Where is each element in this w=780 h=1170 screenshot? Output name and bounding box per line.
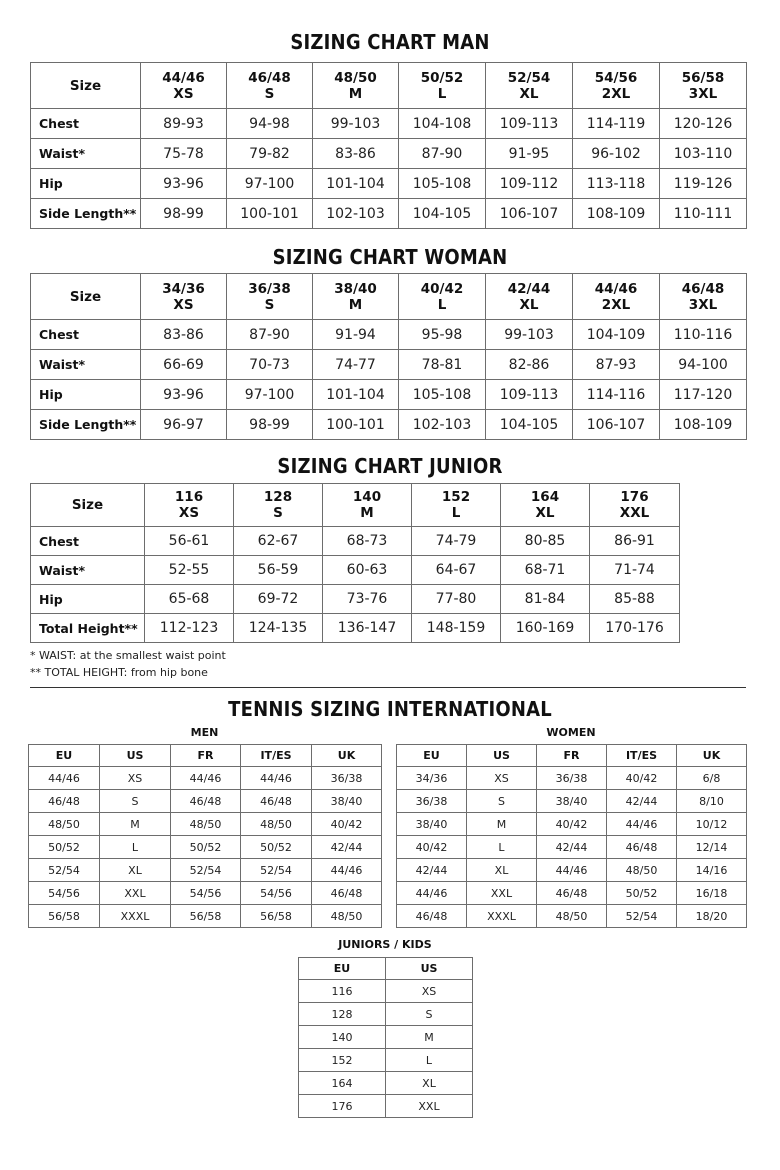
women-international-table xyxy=(396,744,747,928)
size-header-m: 38/40 M xyxy=(313,274,399,320)
size-cell: XXL xyxy=(386,1095,473,1118)
measurement-label: Total Height** xyxy=(31,614,145,643)
size-cell: 46/48 xyxy=(241,790,312,813)
measurement-value: 93-96 xyxy=(141,169,227,199)
measurement-value: 93-96 xyxy=(141,380,227,410)
size-column-header: Size xyxy=(31,63,141,109)
height-footnote: ** TOTAL HEIGHT: from hip bone xyxy=(30,666,208,679)
size-cell: S xyxy=(386,1003,473,1026)
measurement-value: 97-100 xyxy=(227,380,313,410)
section-divider xyxy=(30,687,746,688)
header-row xyxy=(397,745,747,767)
measurement-value: 100-101 xyxy=(227,199,313,229)
size-cell: 54/56 xyxy=(171,882,241,905)
measurement-value: 98-99 xyxy=(141,199,227,229)
measurement-row-chest xyxy=(31,320,747,350)
table-row xyxy=(397,767,747,790)
size-header-2xl: 54/56 2XL xyxy=(573,63,660,109)
size-cell: 52/54 xyxy=(171,859,241,882)
size-cell: 36/38 xyxy=(537,767,607,790)
measurement-value: 75-78 xyxy=(141,139,227,169)
size-cell: 46/48 xyxy=(171,790,241,813)
measurement-value: 104-109 xyxy=(573,320,660,350)
measurement-value: 65-68 xyxy=(145,585,234,614)
column-header-it-es: IT/ES xyxy=(241,745,312,767)
measurement-value: 110-111 xyxy=(660,199,747,229)
size-cell: 38/40 xyxy=(312,790,382,813)
measurement-value: 114-119 xyxy=(573,109,660,139)
measurement-value: 85-88 xyxy=(590,585,680,614)
international-title: TENNIS SIZING INTERNATIONAL xyxy=(228,697,552,721)
size-cell: 42/44 xyxy=(397,859,467,882)
measurement-value: 104-105 xyxy=(399,199,486,229)
kids-international-table xyxy=(298,957,473,1118)
size-cell: 36/38 xyxy=(397,790,467,813)
measurement-value: 56-59 xyxy=(234,556,323,585)
size-cell: 40/42 xyxy=(312,813,382,836)
measurement-row-hip xyxy=(31,380,747,410)
size-cell: XS xyxy=(386,980,473,1003)
size-cell: M xyxy=(467,813,537,836)
measurement-value: 119-126 xyxy=(660,169,747,199)
table-row xyxy=(29,836,382,859)
measurement-value: 86-91 xyxy=(590,527,680,556)
size-cell: 52/54 xyxy=(241,859,312,882)
size-cell: 42/44 xyxy=(312,836,382,859)
size-cell: 44/46 xyxy=(537,859,607,882)
size-cell: XXXL xyxy=(467,905,537,928)
size-cell: 50/52 xyxy=(29,836,100,859)
size-column-header: Size xyxy=(31,274,141,320)
size-cell: 164 xyxy=(299,1072,386,1095)
size-cell: 12/14 xyxy=(677,836,747,859)
table-row xyxy=(397,859,747,882)
size-cell: 46/48 xyxy=(537,882,607,905)
size-cell: XL xyxy=(467,859,537,882)
size-cell: 40/42 xyxy=(537,813,607,836)
measurement-value: 68-71 xyxy=(501,556,590,585)
size-cell: 56/58 xyxy=(171,905,241,928)
size-header-s: 128 S xyxy=(234,484,323,527)
table-row xyxy=(29,882,382,905)
size-cell: 48/50 xyxy=(29,813,100,836)
measurement-value: 95-98 xyxy=(399,320,486,350)
size-cell: XL xyxy=(100,859,171,882)
measurement-value: 102-103 xyxy=(313,199,399,229)
measurement-value: 73-76 xyxy=(323,585,412,614)
size-cell: 48/50 xyxy=(171,813,241,836)
measurement-value: 98-99 xyxy=(227,410,313,440)
waist-footnote: * WAIST: at the smallest waist point xyxy=(30,649,226,662)
size-cell: 44/46 xyxy=(397,882,467,905)
table-row xyxy=(29,859,382,882)
measurement-value: 96-102 xyxy=(573,139,660,169)
measurement-value: 69-72 xyxy=(234,585,323,614)
measurement-value: 64-67 xyxy=(412,556,501,585)
column-header-eu: EU xyxy=(397,745,467,767)
measurement-value: 83-86 xyxy=(313,139,399,169)
table-row xyxy=(299,1003,473,1026)
size-cell: 50/52 xyxy=(171,836,241,859)
measurement-row-chest xyxy=(31,527,680,556)
measurement-value: 87-90 xyxy=(399,139,486,169)
size-header-xl: 164 XL xyxy=(501,484,590,527)
measurement-value: 87-90 xyxy=(227,320,313,350)
header-row xyxy=(29,745,382,767)
measurement-value: 113-118 xyxy=(573,169,660,199)
size-cell: 48/50 xyxy=(607,859,677,882)
size-cell: 140 xyxy=(299,1026,386,1049)
measurement-label: Side Length** xyxy=(31,199,141,229)
table-row xyxy=(299,1095,473,1118)
table-row xyxy=(397,882,747,905)
column-header-uk: UK xyxy=(677,745,747,767)
column-header-eu: EU xyxy=(29,745,100,767)
column-header-eu: EU xyxy=(299,958,386,980)
size-cell: L xyxy=(467,836,537,859)
measurement-label: Waist* xyxy=(31,139,141,169)
size-cell: XS xyxy=(100,767,171,790)
measurement-value: 104-108 xyxy=(399,109,486,139)
size-cell: M xyxy=(100,813,171,836)
size-header-l: 152 L xyxy=(412,484,501,527)
size-cell: XXL xyxy=(467,882,537,905)
measurement-value: 99-103 xyxy=(313,109,399,139)
measurement-value: 68-73 xyxy=(323,527,412,556)
measurement-value: 66-69 xyxy=(141,350,227,380)
size-cell: 48/50 xyxy=(312,905,382,928)
size-cell: 176 xyxy=(299,1095,386,1118)
measurement-value: 99-103 xyxy=(486,320,573,350)
table-row xyxy=(299,980,473,1003)
table-row xyxy=(397,813,747,836)
size-header-xl: 42/44 XL xyxy=(486,274,573,320)
size-column-header: Size xyxy=(31,484,145,527)
measurement-value: 87-93 xyxy=(573,350,660,380)
man-chart-title: SIZING CHART MAN xyxy=(290,30,490,54)
size-cell: 44/46 xyxy=(312,859,382,882)
column-header-it-es: IT/ES xyxy=(607,745,677,767)
measurement-value: 82-86 xyxy=(486,350,573,380)
size-cell: 8/10 xyxy=(677,790,747,813)
size-cell: 116 xyxy=(299,980,386,1003)
measurement-label: Chest xyxy=(31,320,141,350)
size-cell: 42/44 xyxy=(537,836,607,859)
size-header-3xl: 46/48 3XL xyxy=(660,274,747,320)
table-row xyxy=(29,905,382,928)
measurement-value: 170-176 xyxy=(590,614,680,643)
size-header-m: 48/50 M xyxy=(313,63,399,109)
size-cell: 50/52 xyxy=(607,882,677,905)
size-header-3xl: 56/58 3XL xyxy=(660,63,747,109)
measurement-value: 109-113 xyxy=(486,380,573,410)
size-header-2xl: 44/46 2XL xyxy=(573,274,660,320)
size-header-m: 140 M xyxy=(323,484,412,527)
size-cell: XXXL xyxy=(100,905,171,928)
table-row xyxy=(29,813,382,836)
size-cell: L xyxy=(100,836,171,859)
measurement-value: 94-100 xyxy=(660,350,747,380)
size-cell: M xyxy=(386,1026,473,1049)
measurement-value: 62-67 xyxy=(234,527,323,556)
men-international-table xyxy=(28,744,382,928)
measurement-value: 71-74 xyxy=(590,556,680,585)
measurement-value: 74-77 xyxy=(313,350,399,380)
size-cell: S xyxy=(467,790,537,813)
column-header-us: US xyxy=(100,745,171,767)
measurement-value: 80-85 xyxy=(501,527,590,556)
table-row xyxy=(397,905,747,928)
measurement-value: 78-81 xyxy=(399,350,486,380)
measurement-value: 108-109 xyxy=(573,199,660,229)
measurement-value: 112-123 xyxy=(145,614,234,643)
measurement-label: Waist* xyxy=(31,556,145,585)
table-row xyxy=(397,790,747,813)
size-cell: 46/48 xyxy=(312,882,382,905)
size-cell: S xyxy=(100,790,171,813)
measurement-value: 97-100 xyxy=(227,169,313,199)
measurement-label: Chest xyxy=(31,527,145,556)
measurement-row-waist xyxy=(31,556,680,585)
size-cell: 46/48 xyxy=(397,905,467,928)
measurement-value: 56-61 xyxy=(145,527,234,556)
measurement-value: 108-109 xyxy=(660,410,747,440)
size-cell: 50/52 xyxy=(241,836,312,859)
measurement-value: 106-107 xyxy=(486,199,573,229)
header-row xyxy=(31,63,747,109)
measurement-row-waist xyxy=(31,139,747,169)
size-cell: 14/16 xyxy=(677,859,747,882)
measurement-value: 114-116 xyxy=(573,380,660,410)
measurement-value: 102-103 xyxy=(399,410,486,440)
measurement-value: 160-169 xyxy=(501,614,590,643)
measurement-value: 74-79 xyxy=(412,527,501,556)
size-cell: 54/56 xyxy=(241,882,312,905)
size-header-l: 40/42 L xyxy=(399,274,486,320)
table-row xyxy=(397,836,747,859)
measurement-value: 110-116 xyxy=(660,320,747,350)
measurement-value: 105-108 xyxy=(399,380,486,410)
size-cell: 38/40 xyxy=(397,813,467,836)
junior-size-table xyxy=(30,483,680,643)
measurement-value: 124-135 xyxy=(234,614,323,643)
measurement-value: 83-86 xyxy=(141,320,227,350)
size-header-xxl: 176 XXL xyxy=(590,484,680,527)
measurement-value: 105-108 xyxy=(399,169,486,199)
size-cell: 44/46 xyxy=(241,767,312,790)
measurement-value: 109-112 xyxy=(486,169,573,199)
measurement-value: 91-94 xyxy=(313,320,399,350)
measurement-value: 101-104 xyxy=(313,169,399,199)
table-row xyxy=(29,767,382,790)
size-cell: 52/54 xyxy=(29,859,100,882)
measurement-row-hip xyxy=(31,585,680,614)
column-header-fr: FR xyxy=(171,745,241,767)
table-row xyxy=(299,1049,473,1072)
measurement-label: Chest xyxy=(31,109,141,139)
measurement-value: 100-101 xyxy=(313,410,399,440)
measurement-label: Hip xyxy=(31,585,145,614)
size-cell: 40/42 xyxy=(397,836,467,859)
measurement-label: Hip xyxy=(31,380,141,410)
size-header-s: 46/48 S xyxy=(227,63,313,109)
measurement-value: 81-84 xyxy=(501,585,590,614)
size-cell: 16/18 xyxy=(677,882,747,905)
table-row xyxy=(299,1026,473,1049)
column-header-us: US xyxy=(467,745,537,767)
size-cell: 48/50 xyxy=(241,813,312,836)
size-cell: 18/20 xyxy=(677,905,747,928)
size-cell: 46/48 xyxy=(29,790,100,813)
size-cell: 34/36 xyxy=(397,767,467,790)
measurement-row-waist xyxy=(31,350,747,380)
measurement-value: 52-55 xyxy=(145,556,234,585)
measurement-value: 120-126 xyxy=(660,109,747,139)
measurement-value: 104-105 xyxy=(486,410,573,440)
size-cell: 44/46 xyxy=(29,767,100,790)
header-row xyxy=(299,958,473,980)
size-header-xs: 34/36 XS xyxy=(141,274,227,320)
size-cell: 40/42 xyxy=(607,767,677,790)
measurement-row-side-length xyxy=(31,410,747,440)
size-cell: 36/38 xyxy=(312,767,382,790)
measurement-row-chest xyxy=(31,109,747,139)
measurement-row-hip xyxy=(31,169,747,199)
man-size-table xyxy=(30,62,747,229)
measurement-value: 94-98 xyxy=(227,109,313,139)
measurement-value: 91-95 xyxy=(486,139,573,169)
measurement-value: 89-93 xyxy=(141,109,227,139)
size-cell: 42/44 xyxy=(607,790,677,813)
size-cell: 56/58 xyxy=(241,905,312,928)
measurement-value: 103-110 xyxy=(660,139,747,169)
measurement-value: 70-73 xyxy=(227,350,313,380)
size-cell: 56/58 xyxy=(29,905,100,928)
measurement-value: 117-120 xyxy=(660,380,747,410)
header-row xyxy=(31,274,747,320)
column-header-us: US xyxy=(386,958,473,980)
measurement-value: 106-107 xyxy=(573,410,660,440)
header-row xyxy=(31,484,680,527)
measurement-value: 136-147 xyxy=(323,614,412,643)
woman-size-table xyxy=(30,273,747,440)
woman-chart-title: SIZING CHART WOMAN xyxy=(272,245,508,269)
size-cell: 44/46 xyxy=(607,813,677,836)
measurement-value: 148-159 xyxy=(412,614,501,643)
size-cell: 152 xyxy=(299,1049,386,1072)
size-cell: 38/40 xyxy=(537,790,607,813)
footnotes xyxy=(30,647,226,681)
size-header-l: 50/52 L xyxy=(399,63,486,109)
size-cell: XXL xyxy=(100,882,171,905)
table-row xyxy=(29,790,382,813)
size-cell: L xyxy=(386,1049,473,1072)
measurement-label: Waist* xyxy=(31,350,141,380)
size-header-s: 36/38 S xyxy=(227,274,313,320)
size-cell: 128 xyxy=(299,1003,386,1026)
size-header-xl: 52/54 XL xyxy=(486,63,573,109)
column-header-fr: FR xyxy=(537,745,607,767)
size-cell: 48/50 xyxy=(537,905,607,928)
size-cell: 46/48 xyxy=(607,836,677,859)
measurement-value: 79-82 xyxy=(227,139,313,169)
size-cell: 52/54 xyxy=(607,905,677,928)
size-cell: 6/8 xyxy=(677,767,747,790)
measurement-label: Hip xyxy=(31,169,141,199)
size-cell: 44/46 xyxy=(171,767,241,790)
measurement-label: Side Length** xyxy=(31,410,141,440)
column-header-uk: UK xyxy=(312,745,382,767)
men-subtitle: MEN xyxy=(190,726,219,739)
size-cell: 54/56 xyxy=(29,882,100,905)
women-subtitle: WOMEN xyxy=(546,726,596,739)
measurement-value: 101-104 xyxy=(313,380,399,410)
size-cell: XL xyxy=(386,1072,473,1095)
kids-subtitle: JUNIORS / KIDS xyxy=(338,938,432,951)
measurement-value: 109-113 xyxy=(486,109,573,139)
junior-chart-title: SIZING CHART JUNIOR xyxy=(277,454,503,478)
measurement-value: 60-63 xyxy=(323,556,412,585)
measurement-row-total-height xyxy=(31,614,680,643)
size-cell: XS xyxy=(467,767,537,790)
measurement-value: 96-97 xyxy=(141,410,227,440)
size-header-xs: 116 XS xyxy=(145,484,234,527)
measurement-value: 77-80 xyxy=(412,585,501,614)
size-header-xs: 44/46 XS xyxy=(141,63,227,109)
size-cell: 10/12 xyxy=(677,813,747,836)
table-row xyxy=(299,1072,473,1095)
measurement-row-side-length xyxy=(31,199,747,229)
